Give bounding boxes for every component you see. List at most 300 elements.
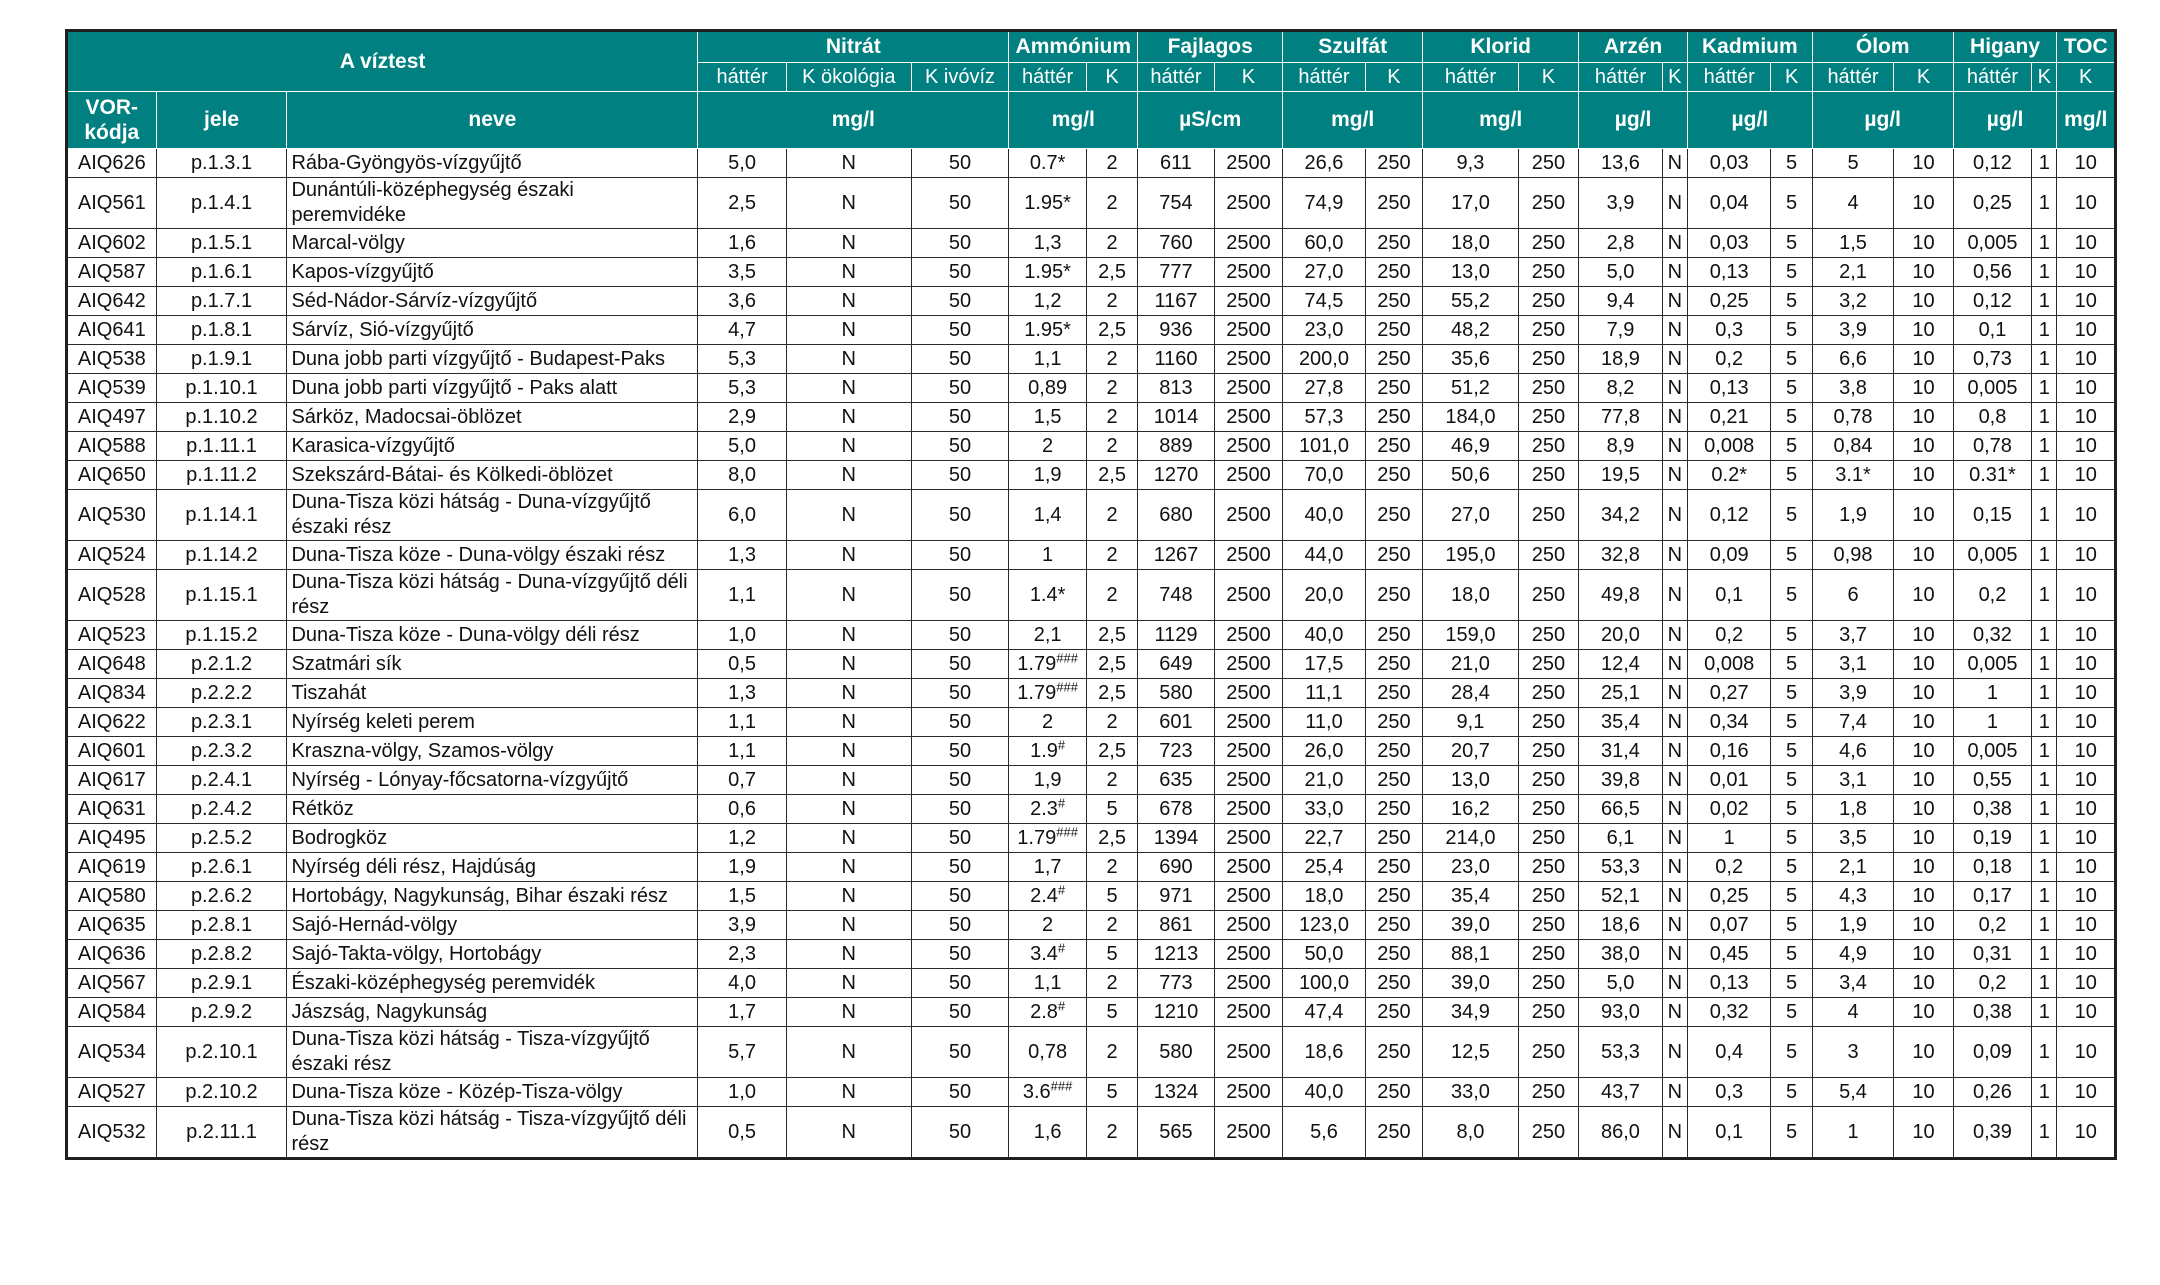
cell-value: 10 bbox=[1894, 258, 1953, 287]
cell-value: 10 bbox=[2057, 570, 2116, 621]
cell-value: 5 bbox=[1771, 316, 1812, 345]
cell-value: 0,3 bbox=[1687, 1078, 1771, 1107]
cell-value: N bbox=[786, 229, 911, 258]
cell-value: 18,6 bbox=[1579, 911, 1663, 940]
cell-value: 250 bbox=[1365, 853, 1422, 882]
cell-value: 2,3 bbox=[698, 940, 787, 969]
cell-value: 0,008 bbox=[1687, 432, 1771, 461]
cell-value: 250 bbox=[1365, 229, 1422, 258]
cell-value: N bbox=[1662, 541, 1687, 570]
cell-value: N bbox=[1662, 178, 1687, 229]
cell-value: 0,1 bbox=[1687, 570, 1771, 621]
cell-value: 7,9 bbox=[1579, 316, 1663, 345]
cell-value: N bbox=[1662, 737, 1687, 766]
cell-value: 250 bbox=[1365, 178, 1422, 229]
cell-value: 10 bbox=[1894, 853, 1953, 882]
cell-vor-code: AIQ561 bbox=[67, 178, 157, 229]
cell-value: 250 bbox=[1365, 461, 1422, 490]
cell-value: N bbox=[1662, 998, 1687, 1027]
cell-value: 18,9 bbox=[1579, 345, 1663, 374]
cell-value: 43,7 bbox=[1579, 1078, 1663, 1107]
cell-value: 601 bbox=[1138, 708, 1215, 737]
cell-jele: p.1.11.2 bbox=[156, 461, 287, 490]
cell-value: 34,2 bbox=[1579, 490, 1663, 541]
cell-value: 5 bbox=[1771, 737, 1812, 766]
cell-value: 10 bbox=[1894, 737, 1953, 766]
table-row bbox=[67, 969, 2116, 998]
cell-value: 10 bbox=[2057, 824, 2116, 853]
cell-value: 3,1 bbox=[1812, 766, 1894, 795]
cell-value: 10 bbox=[1894, 374, 1953, 403]
header-group-10: TOC bbox=[2057, 31, 2116, 63]
cell-value: 17,5 bbox=[1283, 650, 1366, 679]
cell-vor-code: AIQ524 bbox=[67, 541, 157, 570]
cell-value: 0,09 bbox=[1953, 1027, 2032, 1078]
cell-value: 10 bbox=[1894, 287, 1953, 316]
cell-value: 2 bbox=[1086, 1107, 1137, 1159]
cell-value: N bbox=[786, 882, 911, 911]
cell-value: 2500 bbox=[1214, 345, 1282, 374]
unit-header-9: mg/l bbox=[2057, 92, 2116, 149]
cell-value: 31,4 bbox=[1579, 737, 1663, 766]
cell-jele: p.1.7.1 bbox=[156, 287, 287, 316]
cell-value: N bbox=[786, 853, 911, 882]
cell-value: 11,1 bbox=[1283, 679, 1366, 708]
cell-value: 0,26 bbox=[1953, 1078, 2032, 1107]
footnote-mark: ### bbox=[1050, 1078, 1073, 1094]
cell-value: 10 bbox=[1894, 708, 1953, 737]
cell-value: 10 bbox=[1894, 1107, 1953, 1159]
cell-value: 0,005 bbox=[1953, 541, 2032, 570]
cell-value: 0,78 bbox=[1953, 432, 2032, 461]
cell-value: 2500 bbox=[1214, 178, 1282, 229]
cell-value: N bbox=[786, 258, 911, 287]
cell-value: 50 bbox=[911, 708, 1009, 737]
cell-value: 2 bbox=[1086, 1027, 1137, 1078]
subheader-13: háttér bbox=[1687, 63, 1771, 92]
cell-vor-code: AIQ631 bbox=[67, 795, 157, 824]
cell-value: N bbox=[786, 621, 911, 650]
cell-value: 3,9 bbox=[1579, 178, 1663, 229]
table-row bbox=[67, 149, 2116, 178]
cell-value: 50 bbox=[911, 461, 1009, 490]
cell-value: 250 bbox=[1365, 1027, 1422, 1078]
cell-value: 8,2 bbox=[1579, 374, 1663, 403]
cell-value: 50 bbox=[911, 940, 1009, 969]
cell-value: N bbox=[786, 149, 911, 178]
cell-value: 0,13 bbox=[1687, 374, 1771, 403]
cell-value: 50 bbox=[911, 1027, 1009, 1078]
cell-value: 2500 bbox=[1214, 708, 1282, 737]
cell-value: 93,0 bbox=[1579, 998, 1663, 1027]
cell-value: 1,9 bbox=[1812, 490, 1894, 541]
cell-jele: p.2.10.1 bbox=[156, 1027, 287, 1078]
cell-value: 250 bbox=[1518, 1078, 1578, 1107]
cell-value: 2500 bbox=[1214, 1027, 1282, 1078]
unit-header-7: µg/l bbox=[1812, 92, 1953, 149]
cell-value: 2500 bbox=[1214, 403, 1282, 432]
cell-neve: Jászság, Nagykunság bbox=[287, 998, 698, 1027]
cell-value: 2,1 bbox=[1009, 621, 1087, 650]
cell-value: 250 bbox=[1518, 766, 1578, 795]
cell-value: 1,7 bbox=[698, 998, 787, 1027]
cell-value: 28,4 bbox=[1423, 679, 1519, 708]
cell-value: 2500 bbox=[1214, 621, 1282, 650]
cell-value: 21,0 bbox=[1283, 766, 1366, 795]
header-group-1: Nitrát bbox=[698, 31, 1009, 63]
cell-value: 936 bbox=[1138, 316, 1215, 345]
cell-value: 10 bbox=[1894, 679, 1953, 708]
cell-value: 0,73 bbox=[1953, 345, 2032, 374]
cell-value: 250 bbox=[1365, 737, 1422, 766]
cell-value: N bbox=[1662, 621, 1687, 650]
cell-value: 5 bbox=[1771, 345, 1812, 374]
cell-value: 10 bbox=[2057, 229, 2116, 258]
cell-value: N bbox=[1662, 708, 1687, 737]
cell-value: 2 bbox=[1086, 149, 1137, 178]
cell-value: 250 bbox=[1518, 432, 1578, 461]
cell-value: 10 bbox=[2057, 149, 2116, 178]
cell-value: 250 bbox=[1518, 541, 1578, 570]
cell-value: N bbox=[786, 287, 911, 316]
cell-value: 1,2 bbox=[698, 824, 787, 853]
cell-value: 2500 bbox=[1214, 969, 1282, 998]
cell-neve: Északi-középhegység peremvidék bbox=[287, 969, 698, 998]
cell-value: 5 bbox=[1771, 1107, 1812, 1159]
cell-neve: Duna-Tisza közi hátság - Duna-vízgyűjtő déli rész bbox=[287, 570, 698, 621]
cell-value: N bbox=[786, 737, 911, 766]
cell-value: 0,2 bbox=[1953, 911, 2032, 940]
cell-vor-code: AIQ530 bbox=[67, 490, 157, 541]
cell-value: 0,13 bbox=[1687, 969, 1771, 998]
cell-value: 250 bbox=[1365, 1078, 1422, 1107]
cell-value: 10 bbox=[2057, 650, 2116, 679]
cell-value: 250 bbox=[1365, 1107, 1422, 1159]
cell-value: 5 bbox=[1086, 882, 1137, 911]
cell-value: 250 bbox=[1518, 345, 1578, 374]
cell-value: 66,5 bbox=[1579, 795, 1663, 824]
cell-value: 1 bbox=[1953, 679, 2032, 708]
subheader-10: K bbox=[1518, 63, 1578, 92]
cell-value: 11,0 bbox=[1283, 708, 1366, 737]
cell-value: 49,8 bbox=[1579, 570, 1663, 621]
cell-value: 5 bbox=[1771, 766, 1812, 795]
table-row bbox=[67, 1107, 2116, 1159]
cell-value: 74,9 bbox=[1283, 178, 1366, 229]
cell-value: 88,1 bbox=[1423, 940, 1519, 969]
cell-neve: Sárköz, Madocsai-öblözet bbox=[287, 403, 698, 432]
cell-vor-code: AIQ602 bbox=[67, 229, 157, 258]
cell-value: 200,0 bbox=[1283, 345, 1366, 374]
cell-value: 50 bbox=[911, 737, 1009, 766]
cell-value: 1 bbox=[2032, 1107, 2057, 1159]
cell-value: N bbox=[1662, 374, 1687, 403]
cell-value: 2500 bbox=[1214, 490, 1282, 541]
cell-value: 10 bbox=[1894, 149, 1953, 178]
cell-value: 0,2 bbox=[1687, 621, 1771, 650]
cell-value: 250 bbox=[1365, 708, 1422, 737]
cell-value: 5 bbox=[1771, 650, 1812, 679]
cell-value: N bbox=[786, 824, 911, 853]
table-row bbox=[67, 911, 2116, 940]
cell-value: N bbox=[786, 490, 911, 541]
cell-value: 5 bbox=[1771, 940, 1812, 969]
cell-value: 250 bbox=[1518, 316, 1578, 345]
subheader-2: K ivóvíz bbox=[911, 63, 1009, 92]
subheader-19: K bbox=[2057, 63, 2116, 92]
cell-value: 5 bbox=[1771, 374, 1812, 403]
cell-value: 2500 bbox=[1214, 998, 1282, 1027]
cell-value: 0,07 bbox=[1687, 911, 1771, 940]
cell-value: 0,02 bbox=[1687, 795, 1771, 824]
cell-value: 1160 bbox=[1138, 345, 1215, 374]
subheader-0: háttér bbox=[698, 63, 787, 92]
cell-value: 250 bbox=[1365, 940, 1422, 969]
cell-value: 39,8 bbox=[1579, 766, 1663, 795]
cell-value: 214,0 bbox=[1423, 824, 1519, 853]
cell-value: 25,1 bbox=[1579, 679, 1663, 708]
cell-value: 1,1 bbox=[1009, 345, 1087, 374]
cell-value: 0,2 bbox=[1687, 853, 1771, 882]
cell-value: 0,39 bbox=[1953, 1107, 2032, 1159]
cell-value: 2 bbox=[1086, 708, 1137, 737]
cell-value: 250 bbox=[1518, 969, 1578, 998]
cell-jele: p.2.3.2 bbox=[156, 737, 287, 766]
cell-jele: p.2.4.1 bbox=[156, 766, 287, 795]
header-group-9: Higany bbox=[1953, 31, 2057, 63]
cell-value: 1,6 bbox=[1009, 1107, 1087, 1159]
cell-value: 5,0 bbox=[698, 149, 787, 178]
cell-value: 10 bbox=[1894, 570, 1953, 621]
cell-neve: Szatmári sík bbox=[287, 650, 698, 679]
cell-value: 1,1 bbox=[1009, 969, 1087, 998]
cell-value: 1 bbox=[2032, 258, 2057, 287]
cell-value: 2 bbox=[1009, 708, 1087, 737]
cell-value: 1 bbox=[2032, 178, 2057, 229]
cell-value: 3 bbox=[1812, 1027, 1894, 1078]
cell-value: 0,98 bbox=[1812, 541, 1894, 570]
cell-jele: p.1.8.1 bbox=[156, 316, 287, 345]
cell-value: N bbox=[786, 679, 911, 708]
cell-value: 4,9 bbox=[1812, 940, 1894, 969]
cell-value: 1,3 bbox=[1009, 229, 1087, 258]
cell-value: 10 bbox=[1894, 461, 1953, 490]
cell-vor-code: AIQ580 bbox=[67, 882, 157, 911]
cell-value: 2,1 bbox=[1812, 258, 1894, 287]
footnote-mark: ### bbox=[1056, 679, 1078, 695]
cell-value: 1 bbox=[2032, 1027, 2057, 1078]
cell-jele: p.1.10.1 bbox=[156, 374, 287, 403]
table-row bbox=[67, 178, 2116, 229]
subheader-11: háttér bbox=[1579, 63, 1663, 92]
cell-value: 9,3 bbox=[1423, 149, 1519, 178]
cell-value: 250 bbox=[1518, 403, 1578, 432]
cell-value: 10 bbox=[2057, 911, 2116, 940]
cell-value-text: 2.4 bbox=[1030, 885, 1058, 907]
cell-value: 1,9 bbox=[1009, 461, 1087, 490]
cell-value: 250 bbox=[1365, 969, 1422, 998]
cell-value: 50 bbox=[911, 1107, 1009, 1159]
cell-value: 10 bbox=[2057, 1078, 2116, 1107]
cell-value: N bbox=[1662, 940, 1687, 969]
cell-value: 32,8 bbox=[1579, 541, 1663, 570]
cell-value-text: 1.9 bbox=[1030, 740, 1058, 762]
cell-value: 10 bbox=[2057, 178, 2116, 229]
cell-value: 250 bbox=[1365, 570, 1422, 621]
cell-value: N bbox=[786, 178, 911, 229]
cell-value: 0,01 bbox=[1687, 766, 1771, 795]
cell-value: 0,008 bbox=[1687, 650, 1771, 679]
cell-value: 10 bbox=[1894, 229, 1953, 258]
cell-value: 9,1 bbox=[1423, 708, 1519, 737]
cell-value: N bbox=[1662, 679, 1687, 708]
cell-value: 10 bbox=[2057, 708, 2116, 737]
cell-value: 1129 bbox=[1138, 621, 1215, 650]
cell-value: 680 bbox=[1138, 490, 1215, 541]
cell-jele: p.1.14.2 bbox=[156, 541, 287, 570]
cell-value: 1,0 bbox=[698, 1078, 787, 1107]
cell-value bbox=[1009, 998, 1087, 1027]
cell-neve: Duna jobb parti vízgyűjtő - Paks alatt bbox=[287, 374, 698, 403]
cell-value: 10 bbox=[2057, 766, 2116, 795]
cell-value: 5 bbox=[1771, 570, 1812, 621]
cell-value: 50 bbox=[911, 229, 1009, 258]
subheader-18: K bbox=[2032, 63, 2057, 92]
cell-value: 7,4 bbox=[1812, 708, 1894, 737]
cell-value: 2500 bbox=[1214, 766, 1282, 795]
cell-vor-code: AIQ527 bbox=[67, 1078, 157, 1107]
table-row bbox=[67, 258, 2116, 287]
cell-value: 13,6 bbox=[1579, 149, 1663, 178]
cell-value: 1213 bbox=[1138, 940, 1215, 969]
cell-value: 50 bbox=[911, 998, 1009, 1027]
cell-neve: Dunántúli-középhegység északi peremvidéke bbox=[287, 178, 698, 229]
cell-value: 0,3 bbox=[1687, 316, 1771, 345]
cell-value: 4,0 bbox=[698, 969, 787, 998]
cell-value: 10 bbox=[1894, 490, 1953, 541]
cell-value: 50 bbox=[911, 490, 1009, 541]
cell-value: 6,0 bbox=[698, 490, 787, 541]
table-row bbox=[67, 490, 2116, 541]
cell-value: 1,1 bbox=[698, 708, 787, 737]
cell-value: 5 bbox=[1771, 621, 1812, 650]
header-group-3: Fajlagos bbox=[1138, 31, 1283, 63]
cell-value: 1,3 bbox=[698, 541, 787, 570]
cell-value: 5,0 bbox=[1579, 969, 1663, 998]
cell-value: 889 bbox=[1138, 432, 1215, 461]
cell-value: 10 bbox=[2057, 403, 2116, 432]
cell-neve: Sajó-Takta-völgy, Hortobágy bbox=[287, 940, 698, 969]
cell-jele: p.1.6.1 bbox=[156, 258, 287, 287]
cell-value: 1 bbox=[2032, 882, 2057, 911]
header-unit-row bbox=[67, 92, 2116, 149]
cell-value: 4,3 bbox=[1812, 882, 1894, 911]
cell-value: 159,0 bbox=[1423, 621, 1519, 650]
cell-value: 10 bbox=[1894, 882, 1953, 911]
unit-header-0: mg/l bbox=[698, 92, 1009, 149]
cell-value: 2500 bbox=[1214, 149, 1282, 178]
cell-value: 250 bbox=[1365, 766, 1422, 795]
cell-value-text: 1.79 bbox=[1017, 827, 1057, 849]
cell-vor-code: AIQ642 bbox=[67, 287, 157, 316]
cell-value: 250 bbox=[1518, 650, 1578, 679]
cell-jele: p.1.4.1 bbox=[156, 178, 287, 229]
cell-value: N bbox=[1662, 882, 1687, 911]
cell-value: 3,9 bbox=[1812, 679, 1894, 708]
header-group-5: Klorid bbox=[1423, 31, 1579, 63]
cell-value: N bbox=[786, 911, 911, 940]
cell-value: 2 bbox=[1086, 432, 1137, 461]
cell-vor-code: AIQ539 bbox=[67, 374, 157, 403]
cell-value: 0,03 bbox=[1687, 229, 1771, 258]
cell-value: 1,1 bbox=[698, 737, 787, 766]
cell-value: 2,1 bbox=[1812, 853, 1894, 882]
cell-value-text: 3.4 bbox=[1030, 943, 1058, 965]
cell-value: 18,0 bbox=[1283, 882, 1366, 911]
cell-value: 1 bbox=[2032, 679, 2057, 708]
cell-value: 250 bbox=[1365, 882, 1422, 911]
footnote-mark: # bbox=[1057, 795, 1066, 811]
cell-neve: Kapos-vízgyűjtő bbox=[287, 258, 698, 287]
cell-value bbox=[1009, 650, 1087, 679]
cell-value: 0,25 bbox=[1687, 882, 1771, 911]
cell-value: 1270 bbox=[1138, 461, 1215, 490]
cell-value: 0,27 bbox=[1687, 679, 1771, 708]
table-row bbox=[67, 795, 2116, 824]
cell-value: 2 bbox=[1086, 178, 1137, 229]
cell-value bbox=[1009, 882, 1087, 911]
cell-value: 1 bbox=[2032, 911, 2057, 940]
cell-value: 0,12 bbox=[1953, 149, 2032, 178]
cell-value: 0,5 bbox=[698, 1107, 787, 1159]
cell-neve: Rétköz bbox=[287, 795, 698, 824]
cell-value: 2500 bbox=[1214, 461, 1282, 490]
cell-value: 813 bbox=[1138, 374, 1215, 403]
cell-value: 50 bbox=[911, 258, 1009, 287]
cell-value: N bbox=[1662, 229, 1687, 258]
cell-value: 1 bbox=[2032, 287, 2057, 316]
cell-value: 250 bbox=[1365, 258, 1422, 287]
cell-value: 0,19 bbox=[1953, 824, 2032, 853]
subheader-3: háttér bbox=[1009, 63, 1087, 92]
cell-value: 2,5 bbox=[1086, 737, 1137, 766]
cell-value-text: 1.79 bbox=[1017, 653, 1057, 675]
table-row bbox=[67, 621, 2116, 650]
cell-vor-code: AIQ641 bbox=[67, 316, 157, 345]
cell-value: 250 bbox=[1365, 998, 1422, 1027]
cell-value: 10 bbox=[1894, 998, 1953, 1027]
cell-value: N bbox=[1662, 570, 1687, 621]
table-body bbox=[67, 149, 2116, 1159]
cell-value: 250 bbox=[1365, 490, 1422, 541]
cell-value: 1 bbox=[1687, 824, 1771, 853]
cell-value: N bbox=[1662, 795, 1687, 824]
cell-value: 760 bbox=[1138, 229, 1215, 258]
cell-value: 250 bbox=[1365, 403, 1422, 432]
cell-value: 0,5 bbox=[698, 650, 787, 679]
cell-value: 0,56 bbox=[1953, 258, 2032, 287]
cell-value: 10 bbox=[2057, 541, 2116, 570]
subheader-4: K bbox=[1086, 63, 1137, 92]
cell-value: 971 bbox=[1138, 882, 1215, 911]
table-row bbox=[67, 229, 2116, 258]
cell-value: 19,5 bbox=[1579, 461, 1663, 490]
cell-value: 250 bbox=[1518, 679, 1578, 708]
cell-value: 2500 bbox=[1214, 287, 1282, 316]
cell-value: 250 bbox=[1518, 149, 1578, 178]
cell-value: 10 bbox=[1894, 541, 1953, 570]
cell-value: 50 bbox=[911, 621, 1009, 650]
